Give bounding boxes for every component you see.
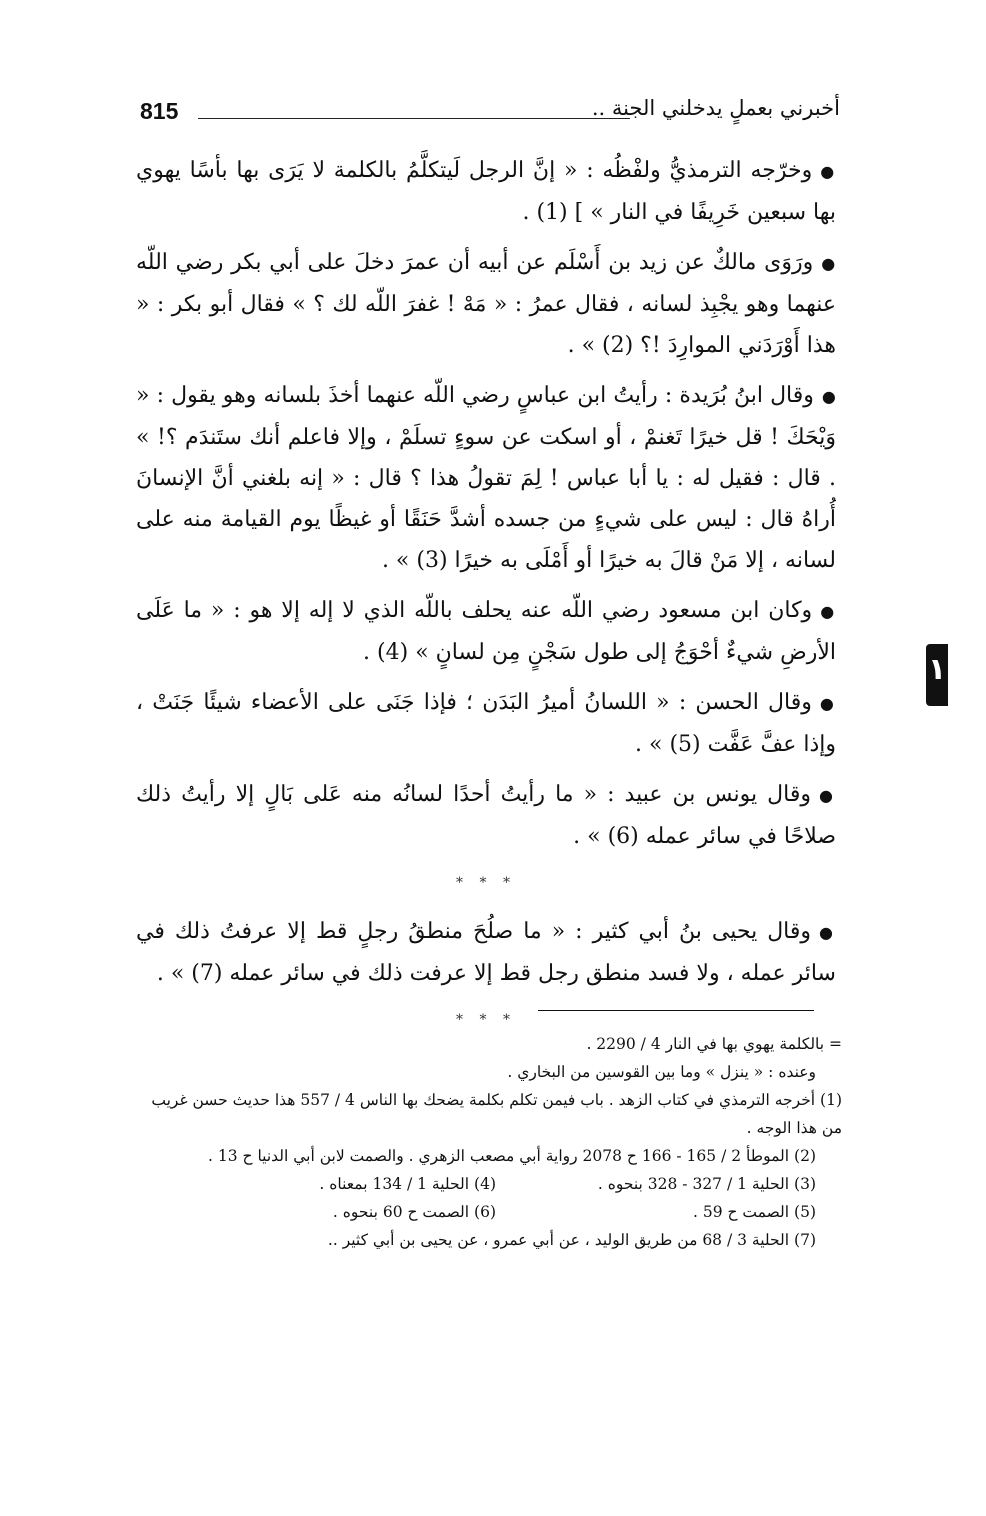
section-separator-end: * * * (456, 1012, 516, 1028)
bullet-icon: ● (818, 786, 836, 805)
footnote-row (136, 1170, 842, 1198)
paragraph (136, 590, 836, 673)
paragraph (136, 911, 836, 994)
page-header (140, 96, 840, 136)
paragraph-text: وكان ابن مسعود رضي اللّه عنه يحلف باللّه الذي لا إله إلا هو : « ما عَلَى الأرضِ شيءٌ أحْوَجُ إلى طول سَجْنٍ مِن لسانٍ » (4) . (136, 598, 836, 665)
footnote-4: (4) الحلية 1 / 134 بمعناه . (319, 1175, 496, 1193)
main-text (136, 150, 836, 1048)
bullet-icon: ● (821, 254, 836, 273)
paragraph-text: وقال يونس بن عبيد : « ما رأيتُ أحدًا لسانُه منه عَلى بَالٍ إلا رأيتُ ذلك صلاحًا في سائر عمله (6) » . (136, 782, 836, 849)
bullet-icon: ● (820, 162, 836, 181)
section-separator: * * * (456, 875, 516, 891)
header-rule (198, 118, 630, 119)
footnote-continuation: وعنده : « ينزل » وما بين القوسين من البخاري . (507, 1063, 816, 1081)
paragraph (136, 774, 836, 857)
chapter-number: ١ (927, 652, 947, 687)
page-number: 815 (140, 98, 179, 124)
footnote-row (136, 1198, 842, 1226)
footnote-2: (2) الموطأ 2 / 165 - 166 ح 2078 رواية أبي مصعب الزهري . والصمت لابن أبي الدنيا ح 13 . (207, 1147, 816, 1165)
footnotes (136, 1030, 842, 1254)
paragraph (136, 242, 836, 366)
paragraph-text: وخرّجه الترمذيُّ ولفْظُه : « إنَّ الرجل لَيتكلَّمُ بالكلمة لا يَرَى بها بأسًا يهوي بها سبعين خَرِيفًا في النار » ] (1) . (136, 158, 836, 225)
bullet-icon: ● (819, 694, 836, 713)
paragraph-text: وقال الحسن : « اللسانُ أميرُ البَدَن ؛ فإذا جَنَى على الأعضاء شيئًا جَنَتْ ، وإذا عفَّ عَفَّت (5) » . (136, 690, 836, 757)
paragraph (136, 375, 836, 581)
paragraph-text: ورَوَى مالكٌ عن زيد بن أَسْلَم عن أبيه أن عمرَ دخلَ على أبي بكر رضي اللّه عنهما وهو يجْبِذ لسانه ، فقال عمرُ : « مَهْ ! غفرَ اللّه لك ؟ » فقال أبو بكر : « هذا أَوْرَدَني الموارِدَ !؟ (2) » . (136, 250, 836, 358)
footnote-continuation: = بالكلمة يهوي بها في النار 4 / 2290 . (586, 1035, 842, 1053)
footnote-1: (1) أخرجه الترمذي في كتاب الزهد . باب فيمن تكلم بكلمة يضحك بها الناس 4 / 557 هذا حديث حسن غريب من هذا الوجه . (151, 1091, 842, 1137)
footnote-7: (7) الحلية 3 / 68 من طريق الوليد ، عن أبي عمرو ، عن يحيى بن أبي كثير .. (327, 1231, 816, 1249)
paragraph-text: وقال ابنُ بُرَيدة : رأيتُ ابن عباسٍ رضي اللّه عنهما أخذَ بلسانه وهو يقول : « وَيْحَكَ ! قل خيرًا تَغنمْ ، أو اسكت عن سوءٍ تسلَمْ ، وإلا فاعلم أنك ستَندَم ؟! » . قال : فقيل له : يا أبا عباس ! لِمَ تقولُ هذا ؟ قال : « إنه بلغني أنَّ الإنسانَ أُراهُ قال : ليس على شيءٍ من جسده أشدَّ حَنَقًا أو غيظًا يوم القيامة منه على لسانه ، إلا مَنْ قالَ به خيرًا أو أَمْلَى به خيرًا (3) » . (136, 383, 836, 573)
footnote-5: (5) الصمت ح 59 . (692, 1203, 816, 1221)
bullet-icon: ● (819, 923, 836, 942)
chapter-thumb-tab (926, 644, 948, 706)
paragraph (136, 682, 836, 765)
bullet-icon: ● (820, 602, 836, 621)
paragraph (136, 150, 836, 233)
paragraph-text: وقال يحيى بنُ أبي كثير : « ما صلُحَ منطقُ رجلٍ قط إلا عرفتُ ذلك في سائر عمله ، ولا فسد منطق رجل قط إلا عرفت ذلك في سائر عمله (7) » . (136, 919, 836, 986)
running-title: أخبرني بعملٍ يدخلني الجنة .. (591, 96, 840, 120)
footnote-6: (6) الصمت ح 60 بنحوه . (332, 1203, 496, 1221)
footnote-rule (538, 1010, 814, 1011)
footnote-3: (3) الحلية 1 / 327 - 328 بنحوه . (597, 1175, 816, 1193)
bullet-icon: ● (821, 387, 836, 406)
